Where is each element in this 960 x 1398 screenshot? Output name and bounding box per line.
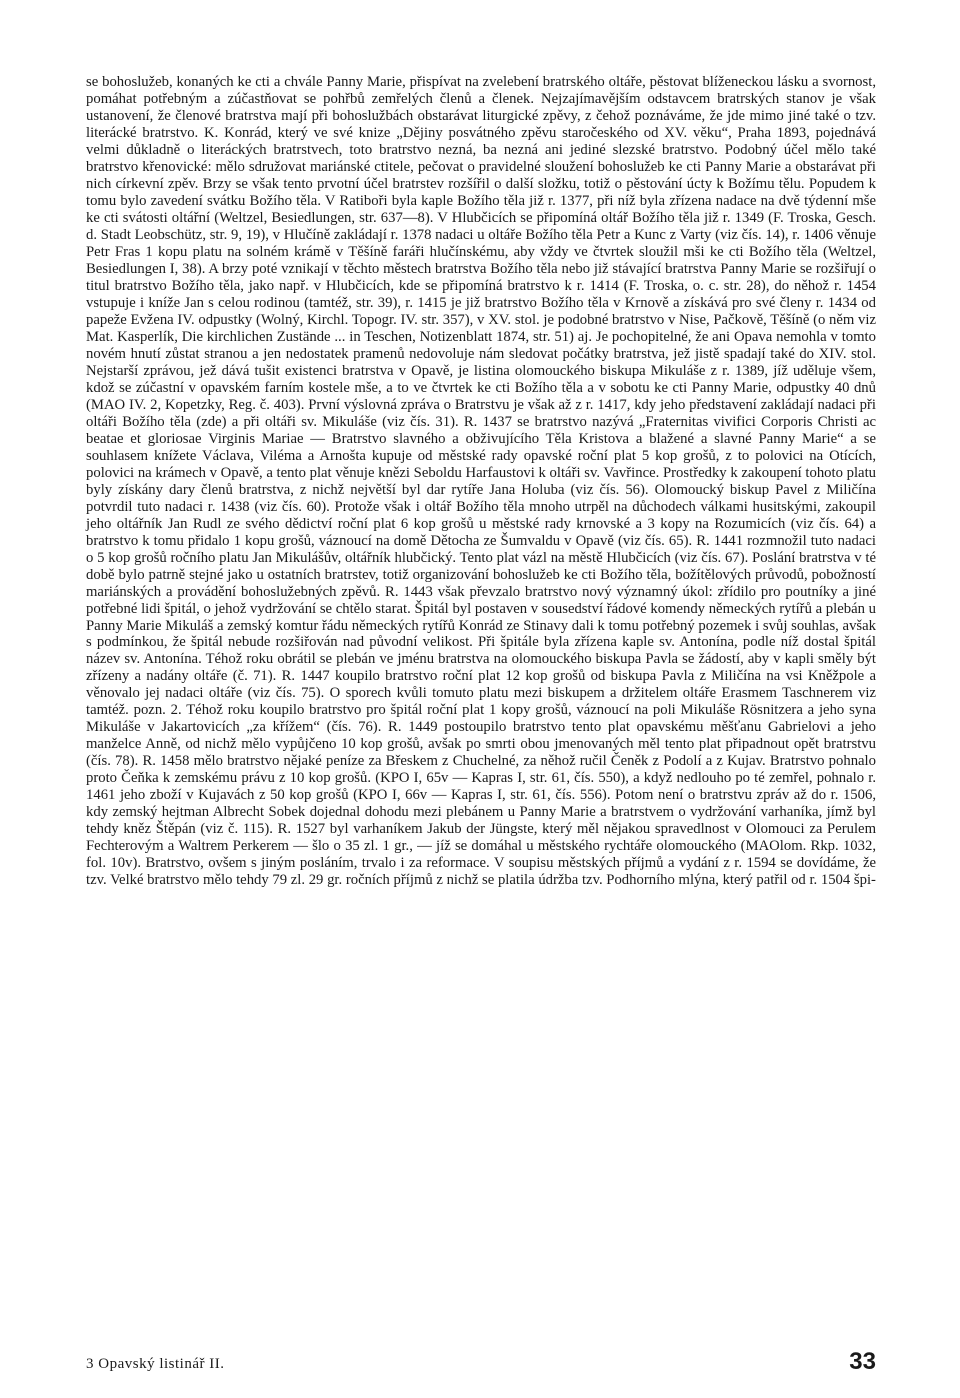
body-paragraph: se bohoslužeb, konaných ke cti a chvále Panny Marie, přispívat na zvelebení bratrského oltáře, pěstovat blíženeckou lásku a svornost, pomáhat potřebným a zúčastňovat se pohřbů zemřelých členů a členek. Nejzajímavějším odstavcem bratrských stanov je však ustanovení, že členové bratrstva mají při bohoslužbách obstarávat liturgické zpěvy, z čehož poznáváme, že jde mimo jiné také o tzv. literácké bratrstvo. K. Konrád, který ve své knize „Dějiny posvátného zpěvu staročeského od XV. věku“, Praha 1893, pojednává velmi důkladně o literáckých bratrstvech, toto bratrstvo nezná, ba nezná ani jediné slezské bratrstvo. Podobný účel mělo také bratrstvo křenovické: mělo sdružovat mariánské ctitele, pečovat o pravidelné sloužení bohoslužeb ke cti Panny Marie a obstarávat při nich církevní zpěv. Brzy se však tento prvotní účel bratrstev rozšířil o další složku, totiž o pěstování úcty k Božímu tělu. Popudem k tomu bylo zavedení svátku Božího těla. V Ratiboři byla kaple Božího těla již r. 1377, při níž byla zřízena nadace na dvě týdenní mše ke cti svátosti oltářní (Weltzel, Besiedlungen, str. 637—8). V Hlubčicích se připomíná oltář Božího těla již r. 1349 (F. Troska, Gesch. d. Stadt Leobschütz, str. 9, 19), v Hlučíně zakládají r. 1378 nadaci u oltáře Božího těla Petr a Kunc z Varty (viz čís. 14), r. 1406 věnuje Petr Fras 1 kopu platu na solném krámě v Těšíně faráři hlučínskému, aby vždy ve čtvrtek sloužil mši ke cti Božího těla (Weltzel, Besiedlungen I, 38). A brzy poté vznikají v těchto městech bratrstva Božího těla nebo již stávající bratrstva Panny Marie se rozšiřují o titul bratrstvo Božího těla, jako např. v Hlubčicích, kde se připomíná bratrstvo k r. 1414 (F. Troska, o. c. str. 28), do něhož r. 1454 vstupuje i kníže Jan s celou rodinou (tamtéž, str. 39), r. 1415 je již bratrstvo Božího těla v Krnově a získává pro své členy r. 1434 od papeže Evžena IV. odpustky (Wolný, Kirchl. Topogr. IV. str. 357), v XV. stol. je podobné bratrstvo v Nise, Pačkově, Těšíně (o něm viz Mat. Kasperlík, Die kirchlichen Zustände ... in Teschen, Notizenblatt 1874, str. 51) aj. Je pochopitelné, že ani Opava nemohla v tomto novém hnutí zůstat stranou a jen nedostatek pramenů nedovoluje nám sledovat počátky bratrstva, jež jistě spadají také do XIV. stol. Nejstarší zprávou, jež dává tušit existenci bratrstva v Opavě, je listina olomouckého biskupa Mikuláše z r. 1389, jíž uděluje všem, kdož se zúčastní v opavském farním kostele mše, a to ve čtvrtek ke cti Božího těla a v sobotu ke cti Panny Marie, odpustky 40 dnů (MAO IV. 2, Kopetzky, Reg. č. 403). První výslovná zpráva o Bratrstvu je však až z r. 1417, kdy jeho představení zakládají nadaci při oltáři Božího těla (zde) a při oltáři sv. Mikuláše (viz čís. 31). R. 1437 se bratrstvo nazývá „Fraternitas vivifici Corporis Christi ac beatae et gloriosae Virginis Mariae — Bratrstvo slavného a obživujícího Těla Kristova a blažené a slavné Panny Marie“ a se souhlasem knížete Václava, Viléma a Arnošta kupuje od městské rady opavské roční plat 5 kop grošů, z to polovici na Otících, polovici na krámech v Opavě, a tento plat věnuje knězi Seboldu Harfaustovi k oltáři sv. Vavřince. Prostředky k zakoupení tohoto platu byly získány dary členů bratrstva, z nichž největší byl dar rytíře Jana Holuba (viz čís. 56). Olomoucký biskup Pavel z Miličína potvrdil tuto nadaci r. 1438 (viz čís. 60). Protože však i oltář Božího těla mnoho utrpěl na důchodech válkami husitskými, zakoupil jeho oltářník Jan Rudl ze svého dědictví roční plat 6 kop grošů u městské rady krnovské a 3 kopy na Rozumicích (viz čís. 64) a bratrstvo k tomu přidalo 1 kopu grošů, váznoucí na domě Dětocha ze Šumvaldu v Opavě (viz čís. 65). R. 1441 rozmnožil tuto nadaci o 5 kop grošů ročního platu Jan Mikulášův, oltářník hlubčický. Tento plat vázl na městě Hlubčicích (viz čís. 67). Poslání bratrstva v té době bylo patrně stejné jako u ostatních bratrstev, totiž organizování bohoslužeb ke cti Božího těla, božítělových průvodů, pobožností mariánských a provádění bohoslužebných zpěvů. R. 1443 však převzalo bratrstvo nový významný úkol: zřídilo pro poutníky a jiné potřebné lidi špitál, o jehož vydržování se chtělo starat. Špitál byl postaven v sousedství řádové komendy německých rytířů a plebán u Panny Marie Mikuláš a zemský komtur řádu německých rytířů Konrád ze Stinavy dali k tomu potřebný pozemek i svůj souhlas, avšak s podmínkou, že špitál nebude rozšiřován nad původní velikost. Při špitále byla zřízena kaple sv. Antonína, podle níž dostal špitál název sv. Antonína. Téhož roku obrátil se plebán ve jménu bratrstva na olomouckého biskupa Pavla se žádostí, aby v kapli směly být zřízeny a nadány oltáře (č. 71). R. 1447 koupilo bratrstvo roční plat 12 kop grošů od biskupa Pavla z Miličína na vsi Kněžpole a věnovalo jej nadaci oltáře (viz čís. 75). O sporech kvůli tomuto platu mezi biskupem a držitelem oltáře Erasmem Taschnerem viz tamtéž. pozn. 2. Téhož roku koupilo bratrstvo pro špitál roční plat 1 kopy grošů, váznoucí na poli Mikuláše Rösnitzera a jeho syna Mikuláše v Jakartovicích „za křížem“ (čís. 76). R. 1449 postoupilo bratrstvo tento plat opavskému měšťanu Gabrielovi a jeho manželce Anně, od nichž mělo vypůjčeno 10 kop grošů, avšak po smrti obou jmenovaných měl tento plat připadnout opět bratrstvu (čís. 78). R. 1458 mělo bratrstvo nějaké peníze za Břeskem z Chuchelné, za něhož ručil Čeněk z Podolí a z Kujav. Bratrstvo pohnalo proto Čeňka k zemskému právu z 10 kop grošů. (KPO I, 65v — Kapras I, str. 61, čís. 550), a když nedlouho po té zemřel, pohnalo r. 1461 jeho zboží v Kujavách z 50 kop grošů (KPO I, 66v — Kapras I, str. 61, čís. 556). Potom není o bratrstvu zpráv až do r. 1506, kdy zemský hejtman Albrecht Sobek dojednal dohodu mezi plebánem u Panny Marie a bratrstvem o vydržování varhaníka, jímž byl tehdy kněz Štěpán (viz č. 115). R. 1527 byl varhaníkem Jakub der Jüngste, který měl nějakou spravedlnost v Olomouci za Perulem Fechterovým a Waltrem Perkerem — šlo o 35 zl. 1 gr., — jíž se domáhal u městského rychtáře olomouckého (MAOlom. Rkp. 1032, fol. 10v). Bratrstvo, ovšem s jiným posláním, trvalo i za reformace. V soupisu městských příjmů a vydání z r. 1594 se dovídáme, že tzv. Velké bratrstvo mělo tehdy 79 zl. 29 gr. ročních příjmů z nichž se platila údržba tzv. Podhorního mlýna, který patřil od r. 1504 špi- [86,74,876,889]
main-text-column [86,74,876,889]
page-number: 33 [849,1348,876,1375]
printer-signature: 3 Opavský listinář II. [86,1356,225,1372]
